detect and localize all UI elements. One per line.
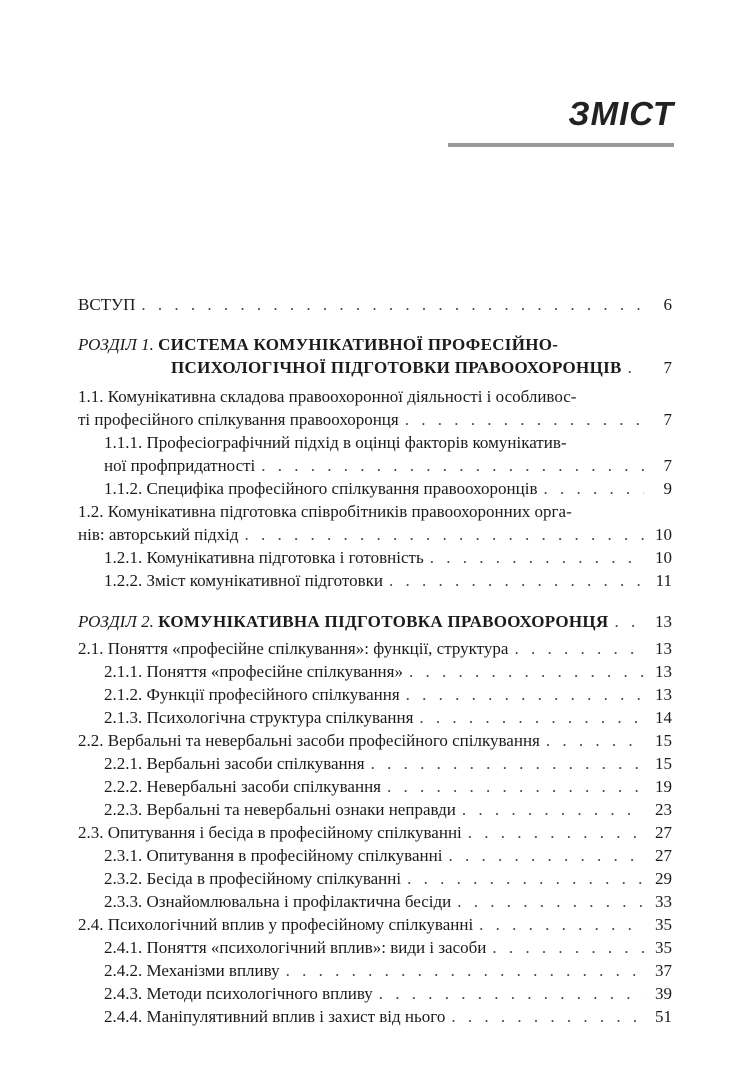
dot-leader [451, 1005, 644, 1028]
dot-leader [407, 867, 644, 890]
toc-page-number: 27 [655, 846, 672, 865]
toc-page-number: 15 [655, 731, 672, 750]
dot-leader [419, 706, 644, 729]
toc-page-number: 6 [663, 295, 672, 314]
toc-subsection-2-2-3[interactable] [78, 798, 672, 821]
toc-section-1-2[interactable] [78, 500, 672, 546]
toc-entry-title: 2.3.3. Ознайомлювальна і профілактична бесіди [104, 892, 452, 911]
toc-entry-title: 2.2.2. Невербальні засоби спілкування [104, 777, 381, 796]
dot-leader [479, 913, 644, 936]
toc-page-number: 14 [655, 708, 672, 727]
toc-section-2-4[interactable] [78, 913, 672, 936]
toc-entry-title: 2.3.1. Опитування в професійному спілкуванні [104, 846, 443, 865]
dot-leader [371, 752, 644, 775]
toc-entry-title: 2.3. Опитування і бесіда в професійному спілкуванні [78, 823, 462, 842]
toc-entry-title: 1.2.2. Зміст комунікативної підготовки [104, 571, 383, 590]
toc-page-number: 9 [663, 479, 672, 498]
toc-subsection-1-2-2[interactable] [78, 569, 672, 592]
toc-subsection-2-1-2[interactable] [78, 683, 672, 706]
toc-page-number: 10 [655, 548, 672, 567]
toc-entry-title: 2.4. Психологічний вплив у професійному спілкуванні [78, 915, 474, 934]
toc-subsection-2-4-1[interactable] [78, 936, 672, 959]
chapter-label: РОЗДІЛ 1. [78, 335, 154, 354]
toc-entry-title: 2.2.3. Вербальні та невербальні ознаки неправди [104, 800, 456, 819]
toc-subsection-2-2-1[interactable] [78, 752, 672, 775]
toc-entry-title-line-1: 1.1. Комунікативна складова правоохоронної діяльності і особливос- [78, 387, 577, 406]
toc-entry-title: 1.2.1. Комунікативна підготовка і готовність [104, 548, 424, 567]
chapter-label: РОЗДІЛ 2. [78, 612, 154, 631]
toc-entry-title-line-2: ної профпридатності [104, 456, 256, 475]
dot-leader [543, 477, 644, 500]
dot-leader [468, 821, 644, 844]
dot-leader [514, 637, 644, 660]
toc-subsection-2-4-3[interactable] [78, 982, 672, 1005]
toc-entry-title: 2.1.2. Функції професійного спілкування [104, 685, 400, 704]
dot-leader [462, 798, 644, 821]
toc-entry-title-line-2: нів: авторський підхід [78, 525, 239, 544]
toc-entry-title-line-1: 1.2. Комунікативна підготовка співробітників правоохоронних орга- [78, 502, 572, 521]
toc-subsection-2-3-2[interactable] [78, 867, 672, 890]
toc-entry-title: 2.4.4. Маніпулятивний вплив і захист від нього [104, 1007, 446, 1026]
toc-entry-title: 2.1.3. Психологічна структура спілкування [104, 708, 414, 727]
toc-page-number: 13 [655, 662, 672, 681]
chapter-title: КОМУНІКАТИВНА ПІДГОТОВКА ПРАВООХОРОНЦЯ [158, 612, 609, 631]
chapter-title-line-1: СИСТЕМА КОМУНІКАТИВНОЇ ПРОФЕСІЙНО- [158, 335, 559, 354]
toc-subsection-2-3-3[interactable] [78, 890, 672, 913]
dot-leader [141, 293, 644, 316]
dot-leader [628, 356, 644, 379]
dot-leader [448, 844, 644, 867]
toc-page-number: 10 [655, 525, 672, 544]
toc-subsection-1-2-1[interactable] [78, 546, 672, 569]
toc-page-number: 11 [655, 571, 672, 590]
toc-page-number: 15 [655, 754, 672, 773]
toc-chapter-2[interactable] [78, 610, 672, 633]
toc-entry-title: 2.2. Вербальні та невербальні засоби професійного спілкування [78, 731, 540, 750]
toc-entry-title: 2.1.1. Поняття «професійне спілкування» [104, 662, 403, 681]
table-of-contents [78, 293, 672, 1028]
dot-leader [492, 936, 644, 959]
toc-entry-title: 2.4.1. Поняття «психологічний вплив»: види і засоби [104, 938, 487, 957]
toc-page-number: 27 [655, 823, 672, 842]
toc-subsection-1-1-1[interactable] [78, 431, 672, 477]
toc-entry-title: 1.1.2. Специфіка професійного спілкування правоохоронців [104, 479, 538, 498]
dot-leader [379, 982, 644, 1005]
dot-leader [389, 569, 644, 592]
toc-entry-title: ВСТУП [78, 295, 136, 314]
toc-entry-title: 2.4.3. Методи психологічного впливу [104, 984, 373, 1003]
toc-page-number: 19 [655, 777, 672, 796]
dot-leader [430, 546, 644, 569]
toc-page-number: 13 [655, 639, 672, 658]
toc-subsection-2-2-2[interactable] [78, 775, 672, 798]
dot-leader [457, 890, 644, 913]
toc-page-number: 39 [655, 984, 672, 1003]
toc-subsection-2-1-1[interactable] [78, 660, 672, 683]
dot-leader [261, 454, 644, 477]
toc-subsection-2-1-3[interactable] [78, 706, 672, 729]
toc-section-2-3[interactable] [78, 821, 672, 844]
dot-leader [406, 683, 644, 706]
toc-page-number: 37 [655, 961, 672, 980]
toc-page-number: 7 [663, 358, 672, 377]
page-title: ЗМІСТ [568, 95, 674, 132]
toc-chapter-1[interactable] [78, 333, 672, 379]
toc-section-2-1[interactable] [78, 637, 672, 660]
toc-entry-title-line-2: ті професійного спілкування правоохоронця [78, 410, 399, 429]
dot-leader [387, 775, 644, 798]
toc-page-number: 13 [655, 612, 672, 631]
dot-leader [546, 729, 644, 752]
toc-subsection-2-4-4[interactable] [78, 1005, 672, 1028]
chapter-title-line-2: ПСИХОЛОГІЧНОЇ ПІДГОТОВКИ ПРАВООХОРОНЦІВ [171, 358, 622, 377]
toc-entry-intro[interactable] [78, 293, 672, 316]
title-underline [448, 143, 674, 147]
toc-entry-title-line-1: 1.1.1. Професіографічний підхід в оцінці факторів комунікатив- [104, 433, 567, 452]
toc-page-number: 33 [655, 892, 672, 911]
toc-subsection-2-4-2[interactable] [78, 959, 672, 982]
toc-page-number: 23 [655, 800, 672, 819]
toc-page-number: 7 [663, 456, 672, 475]
toc-entry-title: 2.4.2. Механізми впливу [104, 961, 280, 980]
toc-section-2-2[interactable] [78, 729, 672, 752]
dot-leader [245, 523, 644, 546]
toc-entry-title: 2.3.2. Бесіда в професійному спілкуванні [104, 869, 402, 888]
dot-leader [405, 408, 644, 431]
dot-leader [409, 660, 644, 683]
toc-entry-title: 2.1. Поняття «професійне спілкування»: функції, структура [78, 639, 509, 658]
toc-page-number: 7 [663, 410, 672, 429]
toc-page-number: 13 [655, 685, 672, 704]
toc-subsection-2-3-1[interactable] [78, 844, 672, 867]
toc-subsection-1-1-2[interactable] [78, 477, 672, 500]
toc-entry-title: 2.2.1. Вербальні засоби спілкування [104, 754, 365, 773]
toc-page-number: 29 [655, 869, 672, 888]
dot-leader [286, 959, 644, 982]
toc-section-1-1[interactable] [78, 385, 672, 431]
toc-page-number: 35 [655, 938, 672, 957]
toc-page-number: 51 [655, 1007, 672, 1026]
toc-page-number: 35 [655, 915, 672, 934]
dot-leader [614, 610, 644, 633]
